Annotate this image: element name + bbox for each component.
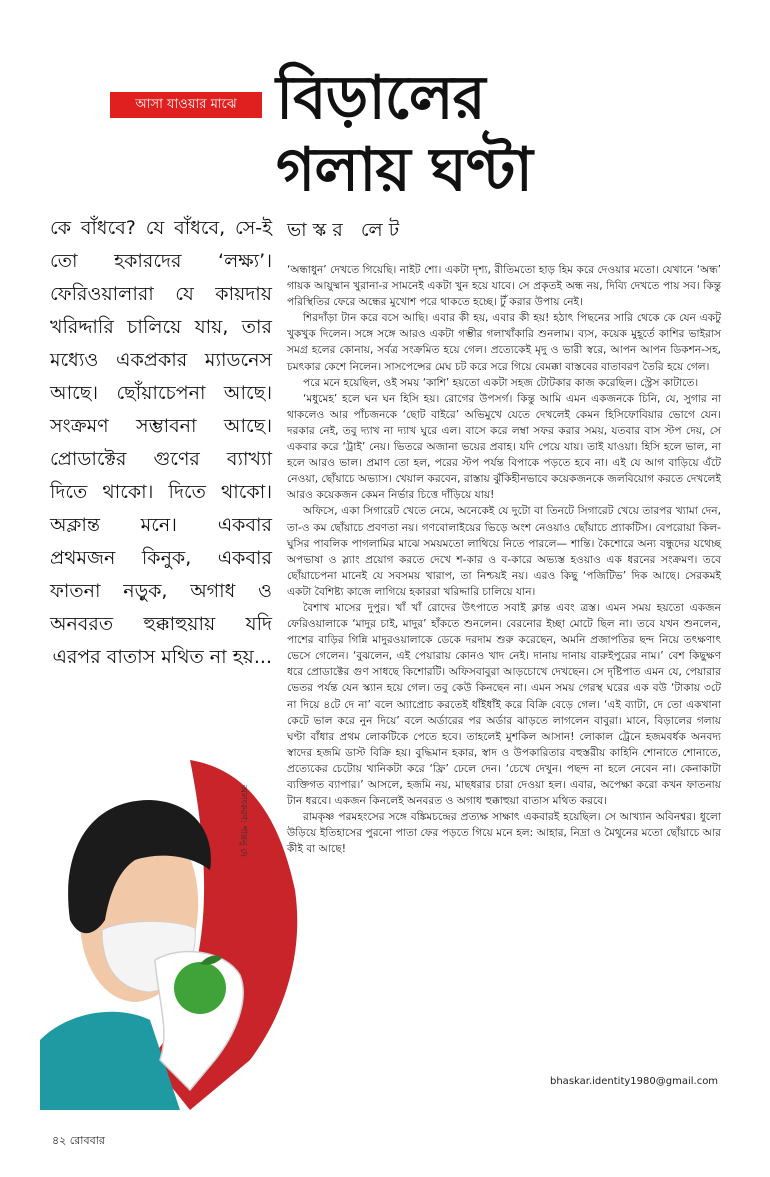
teal-shirt: [40, 1012, 180, 1110]
illustration-credit: অলংকরণ: শান্তনু দে: [238, 785, 248, 857]
headline: [276, 62, 636, 206]
section-tag: আসা যাওয়ার মাঝে: [110, 92, 262, 118]
body-paragraph: ‘অন্ধাধুন’ দেখতে গিয়েছি। নাইট শো। একটা দৃশ্য, রীতিমতো হাড় হিম করে দেওয়ার মতো। যেখানে ‘অন্ধ’ গায়ক আয়ুষ্মান খুরানা-র সামনেই একটা খুন হয়ে যাবে। সে প্রকৃতই অন্ধ নয়, দিব্যি দেখতে পায় সব। কিন্তু পরিস্থিতির ফেরে অন্ধের মুখোশ পরে থাকতে হচ্ছে। টুঁ করার উপায় নেই।: [287, 264, 721, 309]
body-paragraph: বৈশাখ মাসের দুপুর। খাঁ খাঁ রোদের উৎপাতে সবাই ক্লান্ত এবং ত্রস্ত। এমন সময় হয়তো একজন ফেরিওয়ালাকে ‘মাদুর চাই, মাদুর’ হাঁকতে শুনলেন। বেরনোর ইচ্ছা মোটে ছিল না। তবে যখন শুনলেন, পাশের বাড়ির গিন্নি মাদুরওয়ালাকে ডেকে দরদাম শুরু করেছেন, অমনি প্রজাপতির ছন্দ নিয়ে তৎক্ষণাৎ ভেসে গেলেন। ‘বুঝলেন, এই পেয়ারায় কোনও খাদ নেই। দানায় দানায় বারুইপুরের নাম।’ বেশ কিছুক্ষণ ধরে প্রোডাক্টের গুণ সাধছে কিশোরটি। অফিসবাবুরা আড়চোখে দেখছেন। সে দৃষ্টিপাত এমন যে, পেয়ারার ভেতর পর্যন্ত যেন স্ক্যান হয়ে গেল। তবু কেউ কিনছেন না। এমন সময় গেরস্থ ঘরের এক বউ ‘টাকায় ৩টে না দিয়ে ৪টে দে না’ বলে অ্যাপ্রোচ করতেই ধাঁইধাঁই করে বিক্রি বেড়ে গেল। ‘এই ব্যাটা, দে তো একখানা কেটে ভাল করে নুন দিয়ে’ বলে অর্ডারের পর অর্ডার ঝাড়তে লাগলেন বাবুরা। মানে, বিড়ালের গলায় ঘণ্টা বাঁধার প্রথম লোকটিকে পেতে হবে। তাহলেই মুশকিল আসান! লোকাল ট্রেনে হজমবর্ধক অনবদ্য স্বাদের হজমি ডাস্ট বিক্রি হয়। বুদ্ধিমান হকার, স্বাদ ও উপকারিতার বহুস্তরীয় কাহিনি শোনাতে শোনাতে, প্রত্যেকের চেটোয় খানিকটা করে ‘ফ্রি’ ঢেলে দেন। ‘চেখে দেখুন। পছন্দ না হলে নেবেন না। কেনাকাটা ব্যক্তিগত ব্যাপার।’ আসলে, হজমি নয়, মাছধরার চারা দেওয়া হল। এবার, অপেক্ষা করো কখন ফাতনায় টান ধরবে। একজন কিনলেই অনবরত ও অগাধ হুক্কাহুয়া বাতাস মথিত করবে।: [287, 601, 721, 808]
masked-person-illustration: [40, 760, 310, 1110]
page-footer: ৪২ রোববার: [52, 1134, 105, 1147]
body-paragraph: রামকৃষ্ণ পরমহংসের সঙ্গে বঙ্কিমচন্দ্রের প্রত্যক্ষ সাক্ষাৎ একবারই হয়েছিল। সে আখ্যান অবিনশ্বর। ধুলো উড়িয়ে ইতিহাসের পুরনো পাতা ফের পড়তে গিয়ে মনে হল: আহার, নিদ্রা ও মৈথুনের মতো ছোঁয়াচে আর কীই বা আছে!: [287, 811, 721, 856]
article-body: [287, 262, 721, 856]
headline-line-2: গলায় ঘণ্টা: [276, 135, 532, 205]
green-apple: [174, 962, 226, 1014]
headline-line-1: বিড়ালের: [276, 63, 485, 133]
byline: ভাস্কর লেট: [287, 219, 406, 241]
body-paragraph: অফিসে, একা সিগারেট খেতে নেমে, অনেকেই যে দুটো বা তিনটে সিগারেট খেয়ে তারপর খ্যামা দেন, তা-ও কম ছোঁয়াচে প্রবণতা নয়। গণবোলাইয়ের ভিড়ে অংশ নেওয়াও ছোঁয়াচে প্র্যাকটিস। বেপরোয়া কিল-ঘুসির পাবলিক পাগলামির মাঝে সময়মতো লাথিয়ে নিতে পারলে— শান্তি। কৈশোরে অন্য বন্ধুদের যথেচ্ছ অপভাষা ও স্ল্যাং প্রয়োগ করতে দেখে শ-কার ও ব-কারে অভ্যস্ত হওয়াও এক ধরনের সংক্রমণ। তবে ছোঁয়াচেপনা মানেই যে সবসময় খারাপ, তা নিশ্চয়ই নয়। এরও কিছু ‘পজিটিভ’ দিক আছে। সেরকমই একটা বৈশিষ্ট্য কাজে লাগিয়ে হকাররা খরিদ্দারি চালিয়ে যান।: [287, 505, 721, 598]
body-paragraph: শিরদাঁড়া টান করে বসে আছি। এবার কী হয়, এবার কী হয়! হঠাৎ পিছনের সারি থেকে কে যেন একটু খুকখুক দিলেন। সঙ্গে সঙ্গে আরও একটা গম্ভীর গলাখাঁকারি শুনলাম। ব্যস, কয়েক মুহূর্তে কাশির ভাইরাস সমগ্র হলের কোনায়, সর্বত্র সংক্রমিত হয়ে গেল। প্রত্যেকেই মৃদু ও ভারী স্বরে, আপন আপন ডিকশন-সহ, চমৎকার কেশে নিলেন। সাসপেন্সের মেঘ চট করে সরে গিয়ে বেমক্কা বাস্তবের বাতাবরণ তৈরি হয়ে গেল।: [287, 312, 721, 373]
pull-quote: কে বাঁধবে? যে বাঁধবে, সে-ই তো হকারদের ‘লক্ষ্য’। ফেরিওয়ালারা যে কায়দায় খরিদ্দারি চালিয়ে যায়, তার মধ্যেও একপ্রকার ম্যাডনেস আছে। ছোঁয়াচেপনা আছে। সংক্রমণ সম্ভাবনা আছে। প্রোডাক্টের গুণের ব্যাখ্যা দিতে থাকো। দিতে থাকো। অক্লান্ত মনে। একবার প্রথমজন কিনুক, একবার ফাতনা নড়ুক, অগাধ ও অনবরত হুক্কাহুয়ায় যদি এরপর বাতাস মথিত না হয়...: [50, 217, 272, 668]
body-paragraph: পরে মনে হয়েছিল, ওই সময় ‘কাশি’ হয়তো একটা সহজ টোটকার কাজ করেছিল। স্ট্রেস কাটাতে।: [303, 376, 699, 389]
body-paragraph: ‘মধুমেহ’ হলে ঘন ঘন হিসি হয়। রোগের উপসর্গ। কিন্তু আমি এমন একজনকে চিনি, যে, সুগার না থাকলেও আর পাঁচজনকে ‘ছোট বাইরে’ অভিমুখে যেতে দেখলেই কেমন হিসিফোবিয়ার ভোগে যেন। দরকার নেই, তবু দ্যাখ না দ্যাখ ঘুরে এল। বাসে করে লম্বা সফর করার সময়, যতবার বাস স্টপ দেয়, সে একবার করে ‘ট্রাই’ নেয়। ভিতরে অজানা ভয়ের প্রবাহ। যদি পেয়ে যায়। তাই যাওয়া। হিসি হলে ভাল, না হলে আরও ভাল। প্রমাণ তো হল, পরের স্টপ পর্যন্ত বিপাকে পড়তে হবে না। এই যে আগ বাড়িয়ে এঁটে নেওয়া, ছোঁয়াচে অভ্যাস। খেয়াল করবেন, রাস্তায় ঝুঁকিহীনভাবে কয়েকজনকে জলবিয়োগ করতে দেখলেই আরও কয়েকজন কেমন নির্ভার চিত্তে দাঁড়িয়ে যায়!: [287, 392, 721, 502]
author-email: bhaskar.identity1980@gmail.com: [550, 1076, 719, 1087]
